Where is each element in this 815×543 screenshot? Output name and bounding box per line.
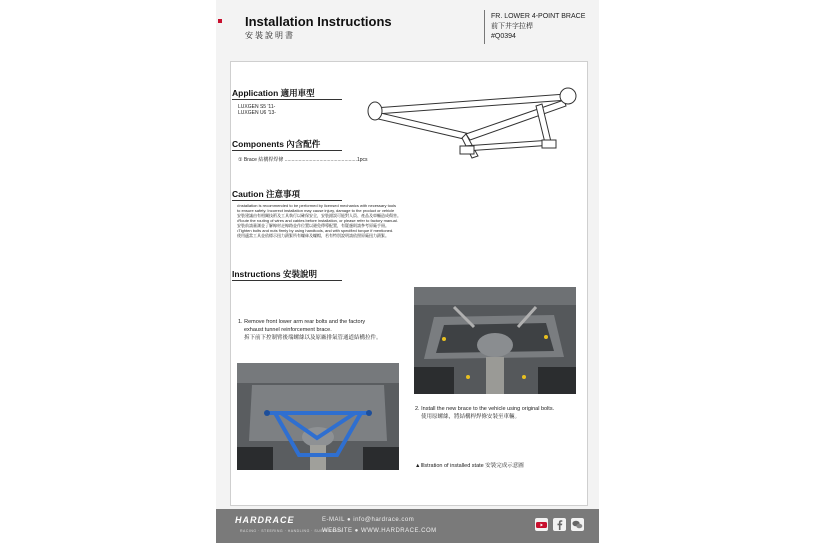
step-1-line: 1. Remove front lower arm rear bolts and the factory [238, 319, 366, 325]
caution-line: to ensure safety. Incorrect installation may cause injury, damage to the product or vehicle [237, 208, 395, 213]
part-number: #Q0394 [491, 33, 516, 40]
brace-illustration [366, 84, 582, 160]
hardrace-logo: HARDRACE [235, 515, 295, 525]
step-1-line-cn: 拆下前下控制臂後端螺絲以及原廠排氣管通道結構拉件。 [244, 335, 382, 341]
application-underline [232, 99, 342, 100]
product-name: FR. LOWER 4-POINT BRACE [491, 13, 586, 20]
vehicle-list [238, 104, 276, 116]
wechat-icon[interactable] [571, 518, 584, 531]
caution-heading: Caution 注意事項 [232, 189, 300, 199]
instructions-underline [232, 280, 342, 281]
document-subtitle: 安裝說明書 [245, 31, 295, 40]
caution-line: •Tighten bolts and nuts firmly by using handtools, and with specified torque if mentioned. [237, 228, 394, 233]
youtube-icon[interactable] [535, 518, 548, 531]
footer-website[interactable]: WEBSITE ● WWW.HARDRACE.COM [322, 528, 437, 534]
document-title: Installation Instructions [245, 14, 392, 29]
photo-installed-brace [237, 363, 399, 470]
component-item: ① Brace 結構桿焊條 ....................................................1pcs [238, 157, 368, 163]
vehicle-item: LUXGEN S5 '11- [238, 104, 276, 110]
logo-tagline: RACING · STEERING · HANDLING · SUSPENSION [240, 529, 343, 533]
step-1-line: exhaust tunnel reinforcement brace. [244, 327, 332, 333]
step-2-line: 2. Install the new brace to the vehicle using original bolts. [415, 406, 555, 412]
step-1-text [238, 318, 382, 342]
photo-original-underbody [414, 287, 576, 394]
header-accent-mark [218, 19, 222, 23]
caution-underline [232, 200, 342, 201]
header-divider [484, 10, 485, 44]
vehicle-item: LUXGEN U6 '13- [238, 110, 276, 116]
product-name-cn: 前下井字拉桿 [491, 23, 533, 30]
components-underline [232, 150, 342, 151]
step-2-line-cn: 使用原螺絲，將結構桿焊條安裝至車輛。 [421, 414, 521, 420]
caution-line: 安裝前請量測並了解線材走線路並作位置以避免傳導配置，有疑慮則請參考原廠手冊。 [237, 223, 389, 228]
product-info [491, 12, 585, 42]
caution-text [237, 203, 437, 238]
step-2-text [415, 405, 554, 421]
caution-line: •Route the routing of wires and cables before installation, or please refer to factory manual. [237, 218, 398, 223]
facebook-icon[interactable] [553, 518, 566, 531]
instructions-heading: Instructions 安裝說明 [232, 269, 318, 279]
application-heading: Application 適用車型 [232, 88, 315, 98]
caution-line: •Installation is recommended to be performed by licensed mechanics with necessary tools [237, 203, 397, 208]
footer-email: E-MAIL ● info@hardrace.com [322, 517, 415, 523]
illustration-caption: ▲Illstration of installed state 安裝完成示意圖 [415, 463, 524, 469]
components-heading: Components 內含配件 [232, 139, 321, 149]
caution-line: 安裝建議由有相關技術及工具執行以確保安全，安裝錯誤可能對人員、產品及車輛造成傷害。 [237, 213, 401, 218]
caution-line: 使用適當工具並依標示扭力鎖緊所有螺絲及螺帽，若有特別說明請依照原廠扭力鎖緊。 [237, 233, 389, 238]
